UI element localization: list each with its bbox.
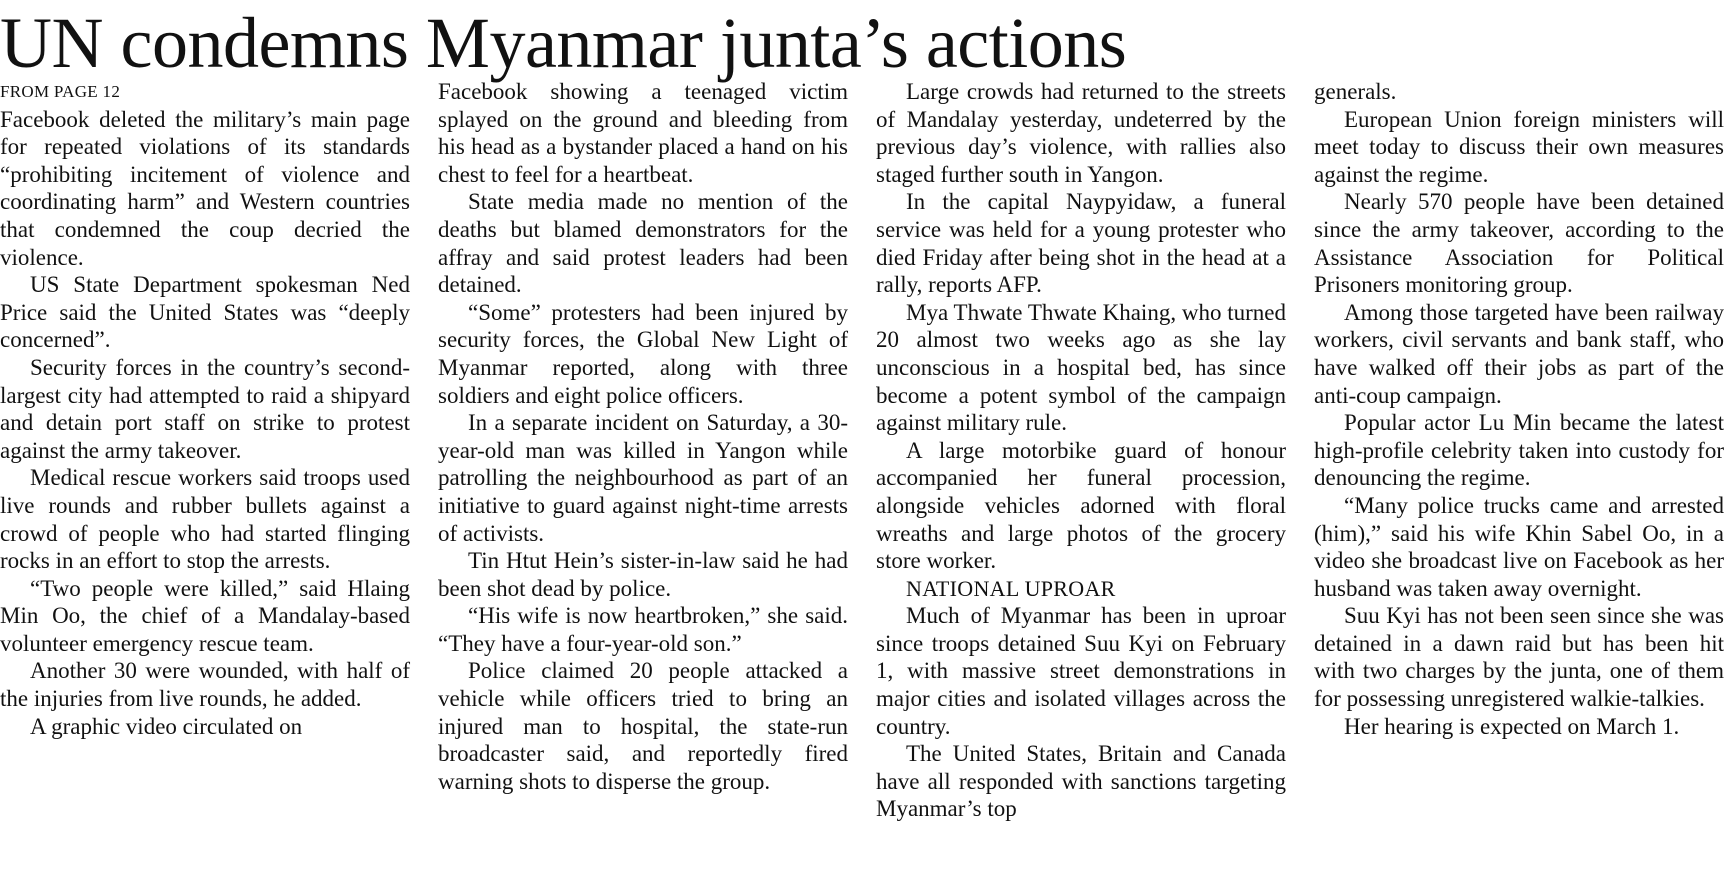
paragraph: Large crowds had returned to the streets of Mandalay yesterday, undeterred by the previous day’s violence, with rallies also staged further south in Yangon. (876, 79, 1286, 187)
paragraph: Facebook showing a teenaged victim splayed on the ground and bleeding from his head as a bystander placed a hand on his chest to feel for a heartbeat. (438, 79, 848, 187)
continuation-label: FROM PAGE 12 (0, 82, 121, 101)
article-column-2 (438, 78, 848, 795)
paragraph: State media made no mention of the deaths but blamed demonstrators for the affray and said protest leaders had been detained. (438, 189, 848, 298)
paragraph: The United States, Britain and Canada have all responded with sanctions targeting Myanmar’s top (876, 741, 1286, 822)
paragraph: A large motorbike guard of honour accompanied her funeral procession, alongside vehicles adorned with floral wreaths and large photos of the grocery store worker. (876, 437, 1286, 574)
paragraph: Popular actor Lu Min became the latest high-profile celebrity taken into custody for denouncing the regime. (1314, 410, 1724, 491)
paragraph: “Two people were killed,” said Hlaing Min Oo, the chief of a Mandalay-based volunteer emergency rescue team. (0, 575, 410, 656)
paragraph: Facebook deleted the military’s main page for repeated violations of its standards “prohibiting incitement of violence and coordinating harm” and Western countries that condemned the coup decried the violence. (0, 106, 410, 270)
paragraph: Another 30 were wounded, with half of the injuries from live rounds, he added. (0, 658, 410, 712)
paragraph: “His wife is now heartbroken,” she said. “They have a four-year-old son.” (438, 603, 848, 656)
paragraph: Suu Kyi has not been seen since she was detained in a dawn raid but has been hit with two charges by the junta, one of them for possessing unregistered walkie-talkies. (1314, 603, 1724, 712)
paragraph: Among those targeted have been railway workers, civil servants and bank staff, who have walked off their jobs as part of the anti-coup campaign. (1314, 299, 1724, 408)
paragraph: generals. (1314, 79, 1397, 104)
paragraph: “Some” protesters had been injured by security forces, the Global New Light of Myanmar reported, along with three soldiers and eight police officers. (438, 299, 848, 408)
paragraph: “Many police trucks came and arrested (him),” said his wife Khin Sabel Oo, in a video she broadcast live on Facebook as her husband was taken away overnight. (1314, 492, 1724, 601)
paragraph: Medical rescue workers said troops used live rounds and rubber bullets against a crowd of people who had started flinging rocks in an effort to stop the arrests. (0, 465, 410, 574)
paragraph: Tin Htut Hein’s sister-in-law said he had been shot dead by police. (438, 548, 848, 601)
paragraph: Police claimed 20 people attacked a vehicle while officers tried to bring an injured man to hospital, the state-run broadcaster said, and reportedly fired warning shots to disperse the group. (438, 658, 848, 794)
article-column-4 (1314, 78, 1724, 740)
paragraph: Security forces in the country’s second-largest city had attempted to raid a shipyard and detain port staff on strike to protest against the army takeover. (0, 354, 410, 463)
article-column-3 (876, 78, 1286, 823)
paragraph: European Union foreign ministers will meet today to discuss their own measures against the regime. (1314, 106, 1724, 187)
paragraph: Her hearing is expected on March 1. (1344, 713, 1680, 739)
paragraph: Much of Myanmar has been in uproar since troops detained Suu Kyi on February 1, with massive street demonstrations in major cities and isolated villages across the country. (876, 603, 1286, 739)
section-subhead: NATIONAL UPROAR (906, 575, 1116, 601)
paragraph: Nearly 570 people have been detained since the army takeover, according to the Assistance Association for Political Prisoners monitoring group. (1314, 189, 1724, 298)
article-column-1 (0, 78, 410, 740)
headline: UN condemns Myanmar junta’s actions (0, 3, 1127, 83)
paragraph: In the capital Naypyidaw, a funeral service was held for a young protester who died Friday after being shot in the head at a rally, reports AFP. (876, 189, 1286, 298)
paragraph: Mya Thwate Thwate Khaing, who turned 20 almost two weeks ago as she lay unconscious in a hospital bed, has since become a potent symbol of the campaign against military rule. (876, 299, 1286, 436)
paragraph: US State Department spokesman Ned Price said the United States was “deeply concerned”. (0, 272, 410, 353)
paragraph: A graphic video circulated on (30, 713, 303, 739)
paragraph: In a separate incident on Saturday, a 30-year-old man was killed in Yangon while patrolling the neighbourhood as part of an initiative to guard against night-time arrests of activists. (438, 410, 848, 546)
